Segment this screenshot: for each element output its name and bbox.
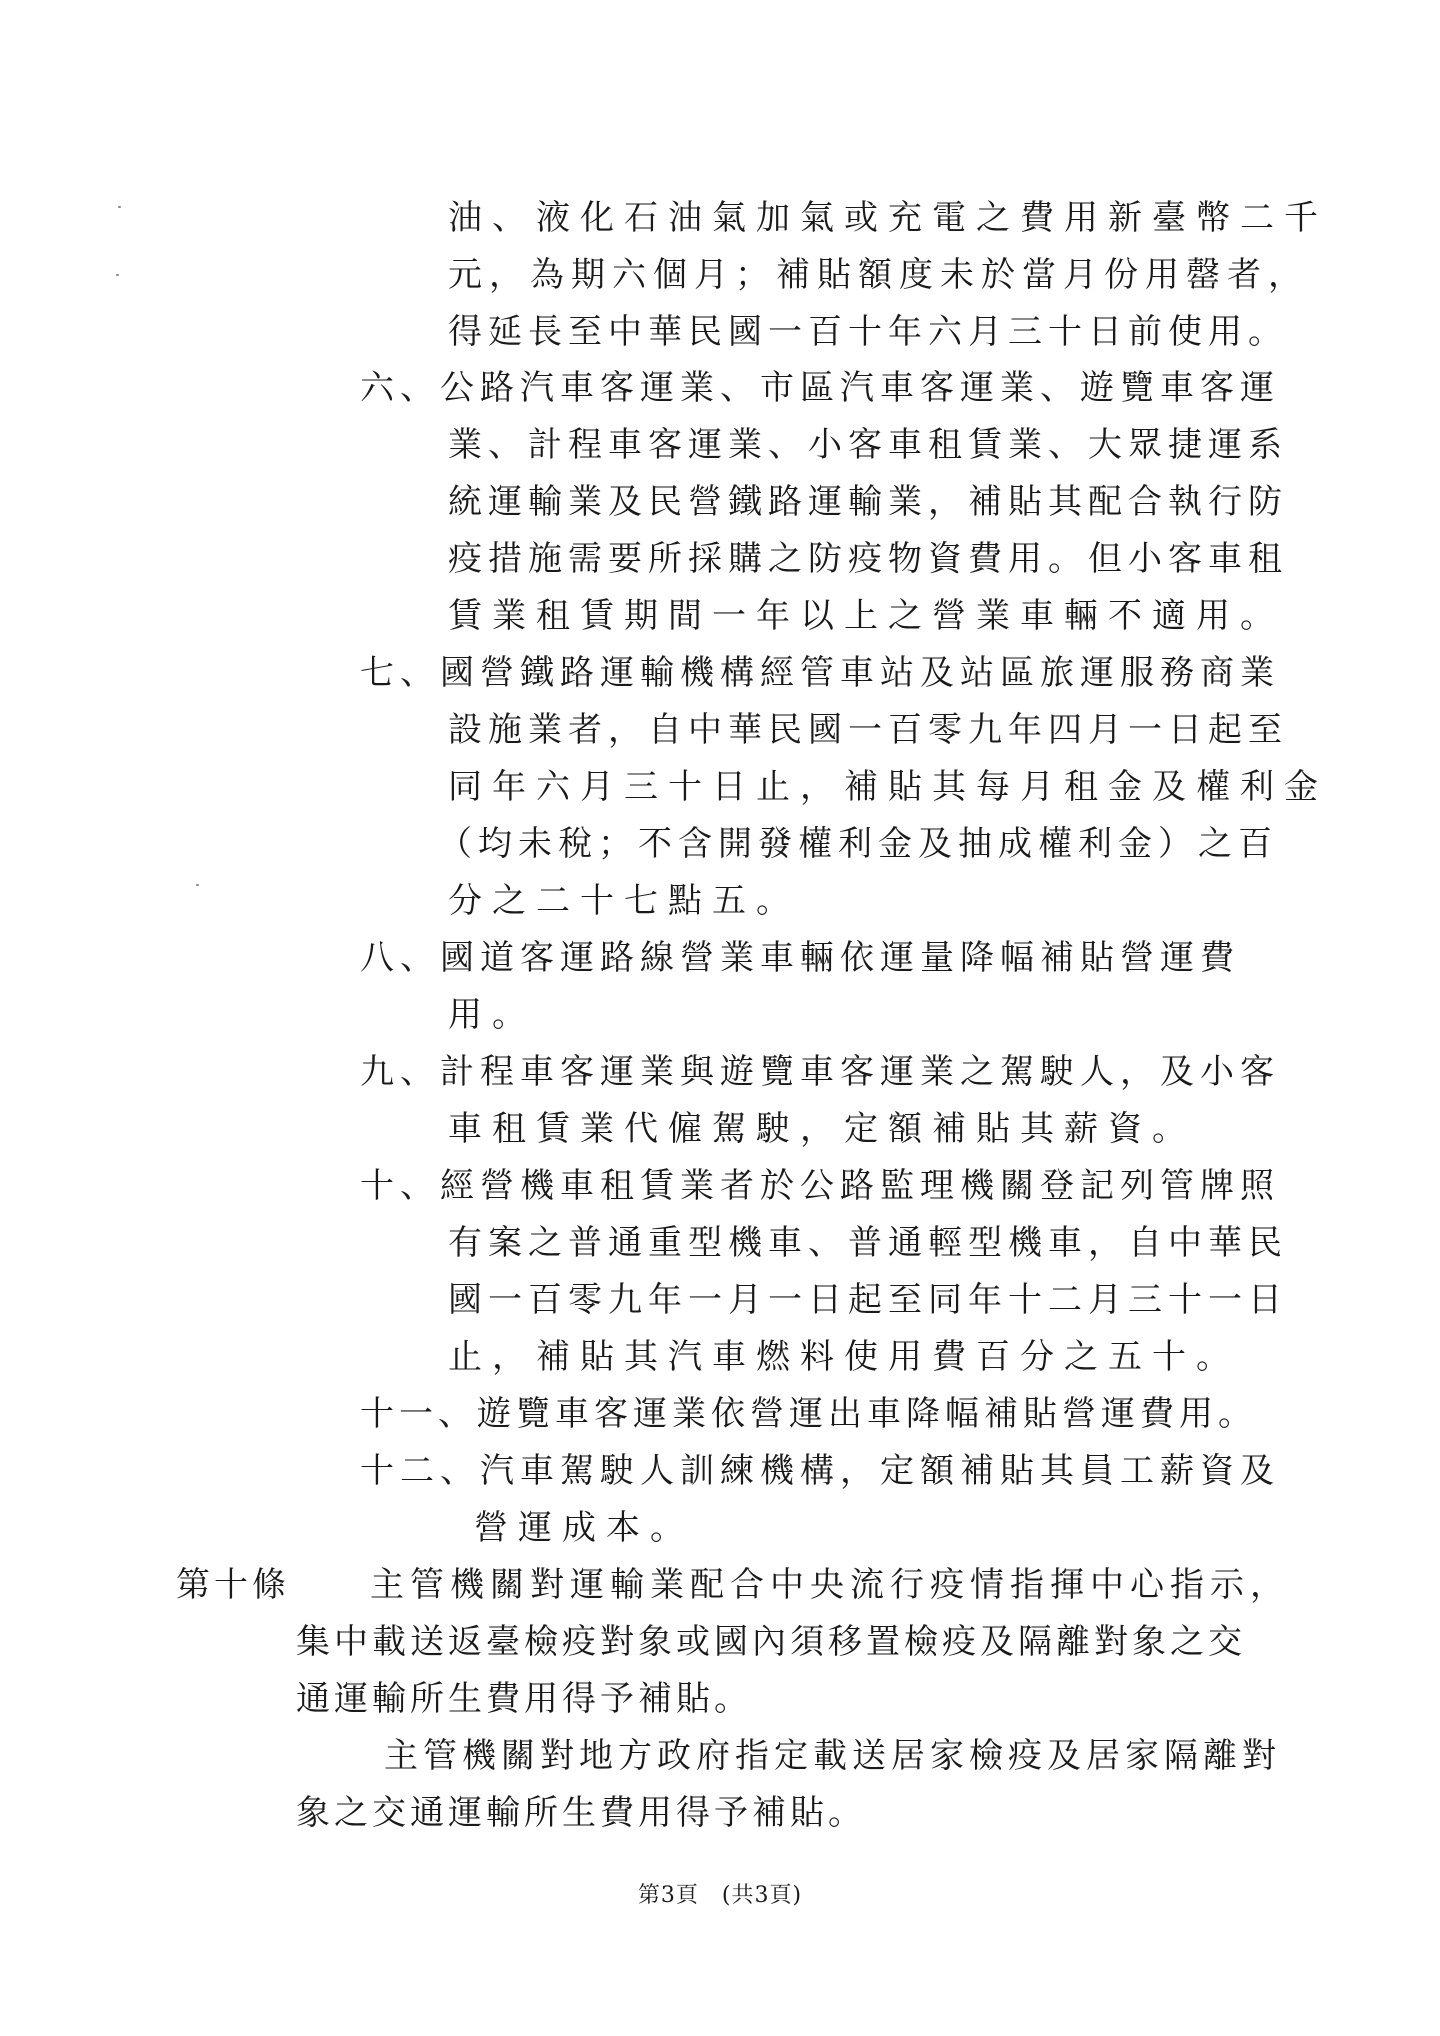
text-line: 集中載送返臺檢疫對象或國內須移置檢疫及隔離對象之交 — [296, 1622, 1246, 1662]
text-line: 通運輸所生費用得予補貼。 — [296, 1679, 752, 1719]
text-line: 止，補貼其汽車燃料使用費百分之五十。 — [448, 1337, 1240, 1377]
scan-speck — [116, 274, 119, 276]
text-line: 十一、遊覽車客運業依營運出車降幅補貼營運費用。 — [360, 1394, 1257, 1434]
text-line: （均未稅；不含開發權利金及抽成權利金）之百 — [438, 824, 1278, 864]
text-line: 九、計程車客運業與遊覽車客運業之駕駛人，及小客 — [360, 1052, 1280, 1092]
text-line: 主管機關對地方政府指定載送居家檢疫及居家隔離對 — [384, 1736, 1281, 1776]
scan-speck — [196, 884, 199, 886]
text-line: 有案之普通重型機車、普通輕型機車，自中華民 — [448, 1223, 1288, 1263]
text-line: 車租賃業代僱駕駛，定額補貼其薪資。 — [448, 1109, 1196, 1149]
scan-speck — [118, 206, 121, 208]
page-number: 第3頁 (共3頁) — [637, 1883, 803, 1908]
text-line: 元，為期六個月；補貼額度未於當月份用罄者， — [448, 255, 1309, 295]
text-line: 疫措施需要所採購之防疫物資費用。但小客車租 — [448, 539, 1288, 579]
text-line: 用。 — [448, 995, 536, 1035]
text-line: 國一百零九年一月一日起至同年十二月三十一日 — [448, 1280, 1288, 1320]
article-heading: 第十條 — [176, 1565, 290, 1605]
text-line: 賃業租賃期間一年以上之營業車輛不適用。 — [448, 596, 1284, 636]
text-line: 油、液化石油氣加氣或充電之費用新臺幣二千 — [448, 198, 1328, 238]
text-line: 統運輸業及民營鐵路運輸業，補貼其配合執行防 — [448, 482, 1288, 522]
text-line: 六、公路汽車客運業、市區汽車客運業、遊覽車客運 — [360, 368, 1280, 408]
text-line: 得延長至中華民國一百十年六月三十日前使用。 — [448, 312, 1288, 352]
text-line: 設施業者，自中華民國一百零九年四月一日起至 — [448, 710, 1288, 750]
text-line: 七、國營鐵路運輸機構經管車站及站區旅運服務商業 — [360, 653, 1280, 693]
text-line: 同年六月三十日止，補貼其每月租金及權利金 — [448, 767, 1328, 807]
text-line: 業、計程車客運業、小客車租賃業、大眾捷運系 — [448, 425, 1288, 465]
text-line: 象之交通運輸所生費用得予補貼。 — [296, 1793, 866, 1833]
text-line: 十二、汽車駕駛人訓練機構，定額補貼其員工薪資及 — [360, 1451, 1280, 1491]
text-line: 十、經營機車租賃業者於公路監理機關登記列管牌照 — [360, 1166, 1280, 1206]
text-line: 主管機關對運輸業配合中央流行疫情指揮中心指示， — [370, 1565, 1290, 1605]
text-line: 分之二十七點五。 — [448, 881, 800, 921]
text-line: 營運成本。 — [474, 1508, 694, 1548]
text-line: 八、國道客運路線營業車輛依運量降幅補貼營運費 — [360, 938, 1240, 978]
